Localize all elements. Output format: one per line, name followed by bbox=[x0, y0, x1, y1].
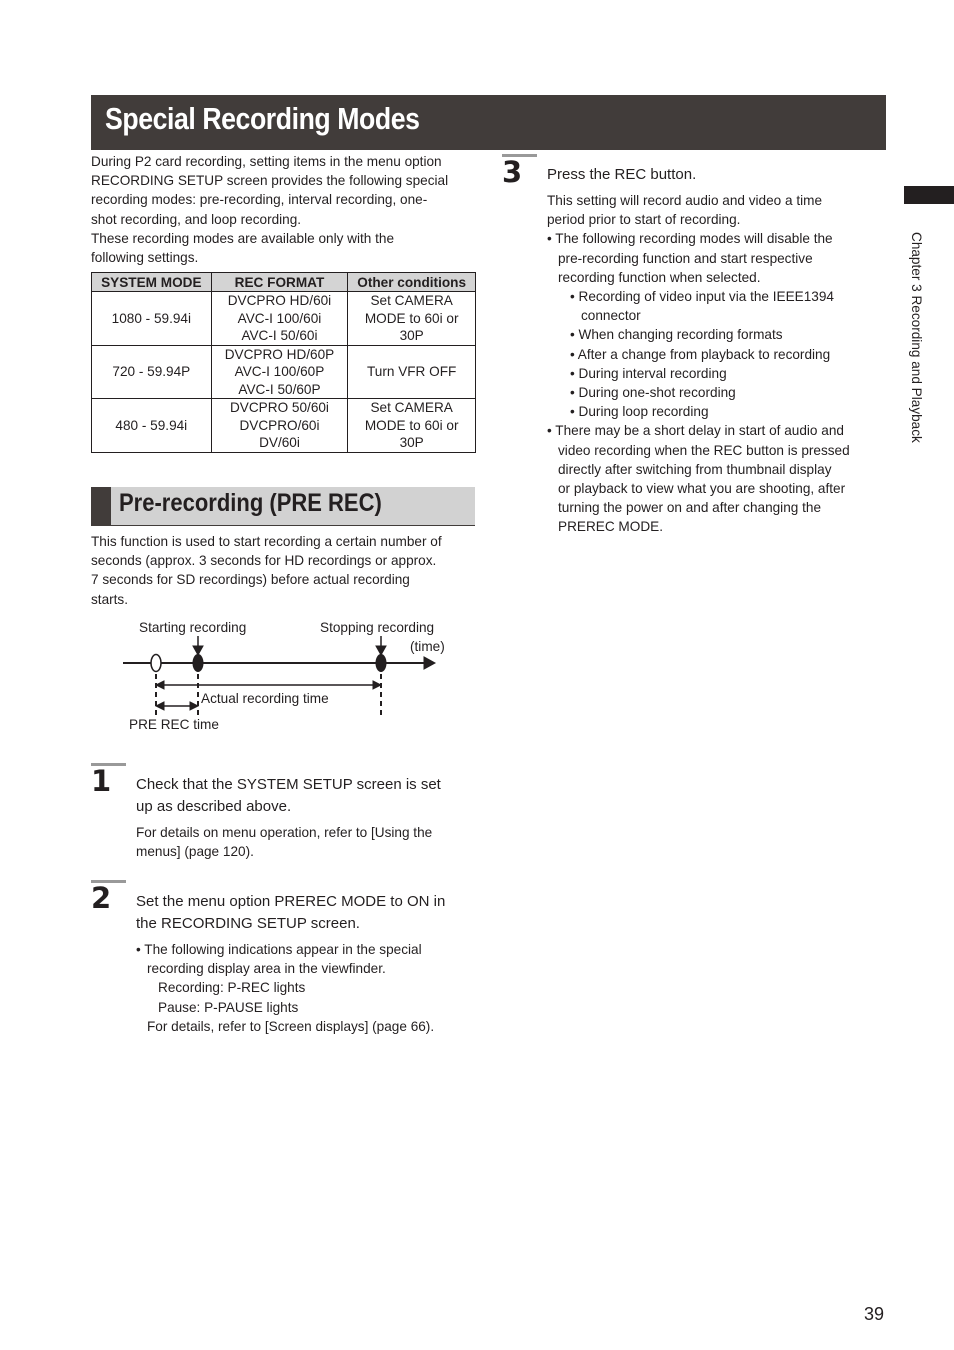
prerec-span-right-head bbox=[190, 702, 198, 710]
timeline-arrowhead bbox=[424, 657, 435, 669]
bullet-line: • The following indications appear in the special bbox=[136, 942, 422, 957]
page-title: Special Recording Modes bbox=[105, 101, 420, 136]
indication-item: Pause: P-PAUSE lights bbox=[158, 999, 299, 1015]
bullet-line: turning the power on and after changing the bbox=[558, 500, 822, 516]
step-line: Check that the SYSTEM SETUP screen is set bbox=[136, 776, 441, 793]
condition-line: 30P bbox=[399, 435, 424, 450]
bullet-line: PREREC MODE. bbox=[558, 519, 663, 535]
system-mode-cell: 720 - 59.94P bbox=[92, 345, 212, 399]
system-mode-cell: 480 - 59.94i bbox=[92, 399, 212, 453]
step-line: up as described above. bbox=[136, 798, 292, 815]
intro-line: recording modes: pre-recording, interval recording, one- bbox=[91, 192, 428, 208]
condition-line: Set CAMERA bbox=[370, 293, 453, 308]
format-line: AVC-I 100/60P bbox=[234, 364, 325, 379]
detail-line: menus] (page 120). bbox=[136, 844, 254, 860]
format-line: DVCPRO/60i bbox=[239, 417, 320, 433]
step-1-detail bbox=[136, 823, 476, 861]
format-line: DVCPRO HD/60i bbox=[227, 293, 332, 308]
bullet-line: video recording when the REC button is pressed bbox=[558, 442, 850, 458]
bullet-line: • There may be a short delay in start of audio and bbox=[547, 423, 844, 439]
condition-line: Set CAMERA bbox=[370, 400, 453, 415]
step-number: 2 bbox=[91, 881, 112, 915]
sub-bullet: • After a change from playback to recording bbox=[570, 346, 831, 362]
step-number: 3 bbox=[502, 155, 523, 189]
chapter-label: Chapter 3 Recording and Playback bbox=[909, 232, 924, 443]
section-title: Pre-recording (PRE REC) bbox=[119, 489, 382, 517]
table-header: SYSTEM MODE bbox=[92, 273, 212, 292]
system-mode-cell: 1080 - 59.94i bbox=[92, 292, 212, 346]
prerec-line: starts. bbox=[91, 591, 129, 607]
bullet-line: directly after switching from thumbnail display bbox=[558, 461, 832, 477]
format-line: DVCPRO HD/60P bbox=[224, 346, 335, 362]
format-line: DVCPRO 50/60i bbox=[229, 400, 329, 415]
prerec-time-label: PRE REC time bbox=[129, 717, 219, 732]
format-line: AVC-I 50/60P bbox=[238, 381, 321, 397]
step-line: Set the menu option PREREC MODE to ON in bbox=[136, 893, 446, 910]
intro-line: These recording modes are available only with the bbox=[91, 230, 395, 246]
step-2-detail bbox=[136, 940, 481, 1036]
step-2-heading bbox=[136, 891, 476, 935]
bullet-line: pre-recording function and start respective bbox=[558, 250, 813, 266]
bullet-line: recording display area in the viewfinder. bbox=[147, 961, 386, 977]
page-number: 39 bbox=[864, 1304, 885, 1324]
format-line: AVC-I 100/60i bbox=[237, 310, 322, 326]
sub-bullet: • During loop recording bbox=[570, 404, 709, 420]
detail-line: This setting will record audio and video a time bbox=[547, 193, 823, 208]
recording-stop-marker bbox=[376, 655, 386, 672]
prerec-line: seconds (approx. 3 seconds for HD recordings or approx. bbox=[91, 553, 437, 569]
step-line: the RECORDING SETUP screen. bbox=[136, 915, 360, 932]
stopping-recording-label: Stopping recording bbox=[320, 620, 435, 635]
condition-line: 30P bbox=[399, 328, 424, 343]
condition-line: MODE to 60i or bbox=[364, 417, 459, 433]
start-pointer-head bbox=[193, 646, 203, 655]
prerec-line: 7 seconds for SD recordings) before actual recording bbox=[91, 572, 410, 588]
prerec-start-marker bbox=[151, 655, 161, 672]
bullet-line: • The following recording modes will disable the bbox=[547, 231, 833, 247]
sub-bullet: • Recording of video input via the IEEE1394 bbox=[570, 289, 834, 305]
bullet-line: or playback to view what you are shooting, after bbox=[558, 481, 846, 497]
bullet-line: recording function when selected. bbox=[558, 269, 761, 285]
actual-recording-label: Actual recording time bbox=[201, 691, 329, 706]
prerec-span-left-head bbox=[156, 702, 164, 710]
reference-line: For details, refer to [Screen displays] (page 66). bbox=[147, 1018, 435, 1034]
actual-span-left-head bbox=[156, 681, 164, 689]
step-number: 1 bbox=[91, 764, 112, 798]
step-3-detail bbox=[547, 191, 887, 537]
intro-line: RECORDING SETUP screen provides the following special bbox=[91, 173, 449, 189]
prerec-line: This function is used to start recording a certain number of bbox=[91, 534, 442, 549]
format-line: DV/60i bbox=[259, 435, 300, 450]
actual-span-right-head bbox=[373, 681, 381, 689]
condition-line: Turn VFR OFF bbox=[366, 364, 457, 379]
table-header: REC FORMAT bbox=[211, 273, 348, 292]
table-header: Other conditions bbox=[348, 273, 476, 292]
format-line: AVC-I 50/60i bbox=[241, 328, 318, 343]
sub-bullet: connector bbox=[581, 308, 641, 324]
condition-line: MODE to 60i or bbox=[364, 310, 459, 326]
sub-bullet: • During interval recording bbox=[570, 365, 727, 381]
time-label: (time) bbox=[410, 639, 445, 654]
step-3-heading: Press the REC button. bbox=[547, 166, 697, 183]
indication-item: Recording: P-REC lights bbox=[158, 980, 306, 996]
stop-pointer-head bbox=[376, 646, 386, 655]
sub-bullet: • When changing recording formats bbox=[570, 327, 783, 343]
detail-line: period prior to start of recording. bbox=[547, 212, 741, 228]
recording-start-marker bbox=[193, 655, 203, 672]
chapter-tab bbox=[904, 186, 954, 204]
intro-line: following settings. bbox=[91, 250, 199, 266]
sub-bullet: • During one-shot recording bbox=[570, 385, 736, 401]
intro-line: shot recording, and loop recording. bbox=[91, 211, 302, 227]
intro-line: During P2 card recording, setting items in the menu option bbox=[91, 154, 442, 169]
detail-line: For details on menu operation, refer to [Using the bbox=[136, 825, 433, 840]
step-1-heading bbox=[136, 774, 476, 818]
starting-recording-label: Starting recording bbox=[139, 620, 247, 635]
